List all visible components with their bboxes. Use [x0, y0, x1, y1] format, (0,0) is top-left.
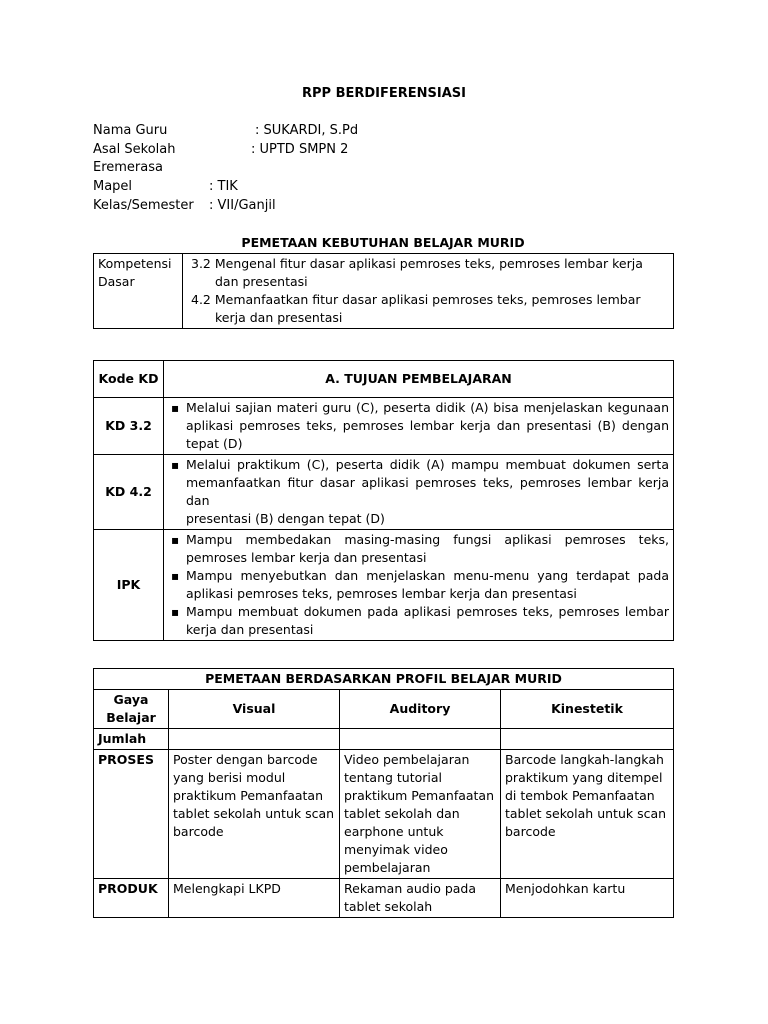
produk-auditory: Rekaman audio pada tablet sekolah: [340, 879, 501, 918]
learning-profile-table: [93, 668, 674, 918]
competency-kd-3-2: 3.2 Mengenal fitur dasar aplikasi pemroses teks, pemroses lembar kerja dan presentasi: [191, 256, 643, 289]
produk-visual: Melengkapi LKPD: [169, 879, 340, 918]
visual-header: Visual: [169, 690, 340, 729]
subject-label: Mapel: [93, 179, 133, 194]
objectives-header: A. TUJUAN PEMBELAJARAN: [164, 361, 674, 398]
list-item: ▪ Mampu membedakan masing-masing fungsi aplikasi pemroses teks, pemroses lembar kerja dan presentasi: [168, 531, 669, 567]
ipk-code: IPK: [94, 530, 164, 641]
school-row: [93, 142, 349, 157]
competency-list: [183, 254, 674, 329]
kd-3-2-objectives: [164, 398, 674, 455]
school-label: Asal Sekolah: [93, 142, 176, 157]
competency-label: Kompetensi Dasar: [94, 254, 183, 329]
kd-4-2-objectives: [164, 455, 674, 530]
list-item-continuation: presentasi (B) dengan tepat (D): [186, 511, 385, 526]
jumlah-visual: [169, 729, 340, 750]
competency-kd-4-2: 4.2 Memanfaatkan fitur dasar aplikasi pemroses teks, pemroses lembar kerja dan presentasi: [191, 292, 641, 325]
kinesthetic-header: Kinestetik: [501, 690, 674, 729]
learning-objectives-table: [93, 360, 674, 641]
school-value: : UPTD SMPN 2: [251, 142, 349, 157]
produk-kinesthetic: Menjodohkan kartu: [501, 879, 674, 918]
learning-profile-title: PEMETAAN BERDASARKAN PROFIL BELAJAR MURID: [94, 669, 674, 690]
list-item: ▪ Melalui sajian materi guru (C), peserta didik (A) bisa menjelaskan kegunaan aplikasi pemroses teks, pemroses lembar kerja dan presentasi (B) dengan tepat (D): [168, 399, 669, 453]
list-item: ▪ Mampu menyebutkan dan menjelaskan menu-menu yang terdapat pada aplikasi pemroses teks, pemroses lembar kerja dan presentasi: [168, 567, 669, 603]
subject-value: : TIK: [209, 179, 238, 194]
teacher-name-value: : SUKARDI, S.Pd: [255, 123, 359, 138]
proses-label: PROSES: [94, 750, 169, 879]
kd-4-2-code: KD 4.2: [94, 455, 164, 530]
class-semester-label: Kelas/Semester: [93, 198, 194, 213]
auditory-header: Auditory: [340, 690, 501, 729]
kode-kd-header: Kode KD: [94, 361, 164, 398]
teacher-name-label: Nama Guru: [93, 123, 168, 138]
school-value-continuation: Eremerasa: [93, 160, 163, 175]
competency-table: [93, 253, 674, 329]
kd-3-2-code: KD 3.2: [94, 398, 164, 455]
proses-visual: Poster dengan barcode yang berisi modul praktikum Pemanfaatan tablet sekolah untuk scan barcode: [169, 750, 340, 879]
teacher-name-row: [93, 123, 359, 138]
class-semester-row: [93, 198, 276, 213]
ipk-indicators: [164, 530, 674, 641]
produk-label: PRODUK: [94, 879, 169, 918]
jumlah-auditory: [340, 729, 501, 750]
subject-row: [93, 179, 238, 194]
class-semester-value: : VII/Ganjil: [209, 198, 276, 213]
list-item: ▪ Mampu membuat dokumen pada aplikasi pemroses teks, pemroses lembar kerja dan presentasi: [168, 603, 669, 639]
learning-style-header: Gaya Belajar: [94, 690, 169, 729]
proses-auditory: Video pembelajaran tentang tutorial praktikum Pemanfaatan tablet sekolah dan earphone untuk menyimak video pembelajaran: [340, 750, 501, 879]
list-item: ▪ Melalui praktikum (C), peserta didik (A) mampu membuat dokumen serta memanfaatkan fitur dasar aplikasi pemroses teks, pemroses lembar kerja dan: [168, 456, 669, 510]
proses-kinesthetic: Barcode langkah-langkah praktikum yang ditempel di tembok Pemanfaatan tablet sekolah untuk scan barcode: [501, 750, 674, 879]
document-title: RPP BERDIFERENSIASI: [301, 86, 466, 101]
learning-needs-title: PEMETAAN KEBUTUHAN BELAJAR MURID: [241, 235, 525, 250]
jumlah-kinesthetic: [501, 729, 674, 750]
jumlah-label: Jumlah: [94, 729, 169, 750]
